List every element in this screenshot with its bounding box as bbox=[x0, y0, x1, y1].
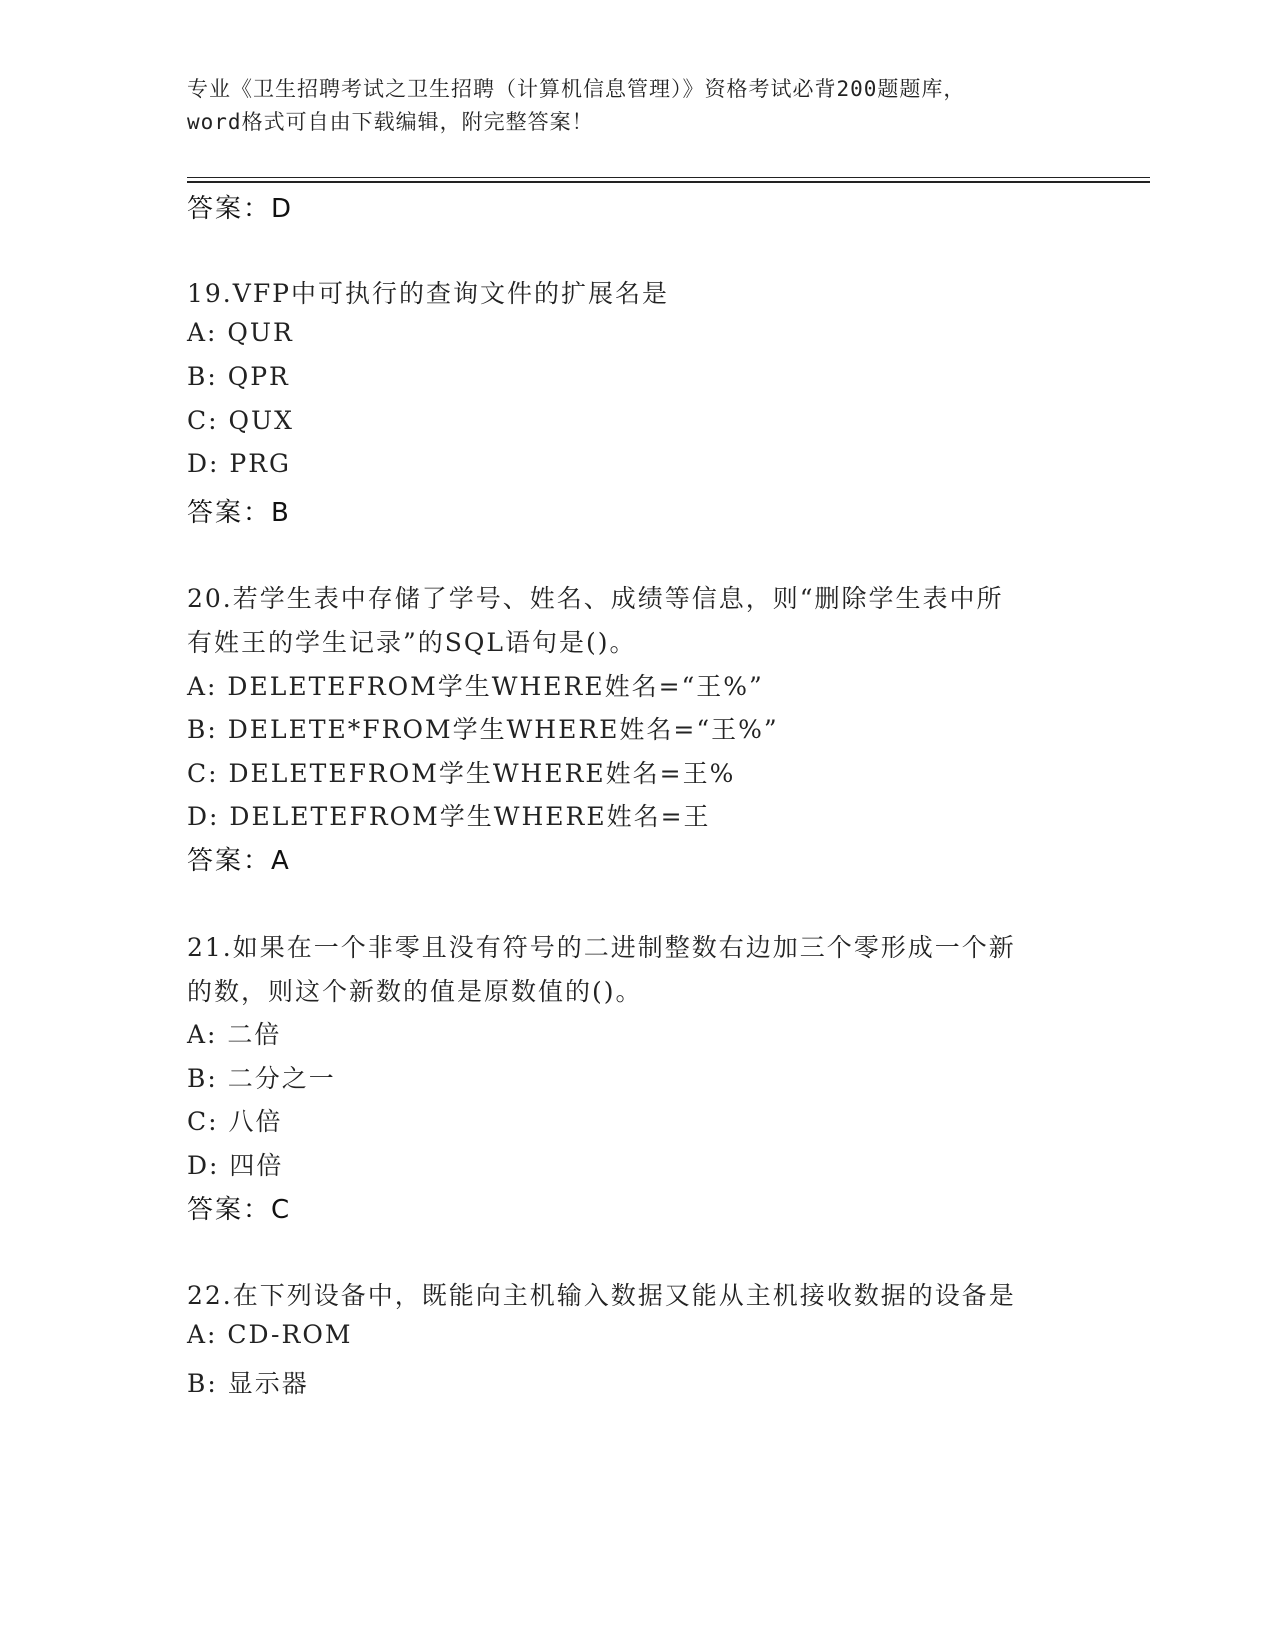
question-21-text-line-2: 的数，则这个新数的值是原数值的()。 bbox=[187, 977, 643, 1006]
question-22-text: 22.在下列设备中，既能向主机输入数据又能从主机接收数据的设备是 bbox=[187, 1281, 1016, 1310]
option-line: B: 二分之一 bbox=[187, 1064, 336, 1093]
option-line: B: 显示器 bbox=[187, 1369, 309, 1398]
answer-line: 答案：D bbox=[187, 194, 294, 224]
header-line-1: 专业《卫生招聘考试之卫生招聘（计算机信息管理）》资格考试必背200题题库， bbox=[187, 77, 966, 101]
option-line: A: QUR bbox=[187, 318, 294, 347]
document-header bbox=[187, 73, 1067, 139]
answer-line: 答案：A bbox=[187, 846, 291, 876]
option-line: C: QUX bbox=[187, 406, 294, 435]
header-divider-thin bbox=[187, 177, 1150, 178]
option-line: A: CD-ROM bbox=[187, 1320, 353, 1349]
header-divider-thick bbox=[187, 181, 1150, 183]
option-line: A: DELETEFROM学生WHERE姓名=“王%” bbox=[187, 672, 764, 701]
option-line: B: DELETE*FROM学生WHERE姓名=“王%” bbox=[187, 715, 779, 744]
question-19-text: 19.VFP中可执行的查询文件的扩展名是 bbox=[187, 279, 669, 308]
option-line: D: 四倍 bbox=[187, 1151, 284, 1180]
question-20-text-line-2: 有姓王的学生记录”的SQL语句是()。 bbox=[187, 628, 637, 657]
option-line: D: PRG bbox=[187, 449, 292, 478]
question-21-text-line-1: 21.如果在一个非零且没有符号的二进制整数右边加三个零形成一个新 bbox=[187, 933, 1016, 962]
option-line: B: QPR bbox=[187, 362, 290, 391]
answer-line: 答案：B bbox=[187, 498, 291, 528]
option-line: A: 二倍 bbox=[187, 1020, 282, 1049]
option-line: C: DELETEFROM学生WHERE姓名=王% bbox=[187, 759, 736, 788]
question-20-text-line-1: 20.若学生表中存储了学号、姓名、成绩等信息，则“删除学生表中所 bbox=[187, 584, 1004, 613]
option-line: D: DELETEFROM学生WHERE姓名=王 bbox=[187, 802, 711, 831]
header-line-2: word格式可自由下载编辑，附完整答案！ bbox=[187, 110, 594, 134]
answer-line: 答案：C bbox=[187, 1195, 292, 1225]
option-line: C: 八倍 bbox=[187, 1107, 283, 1136]
